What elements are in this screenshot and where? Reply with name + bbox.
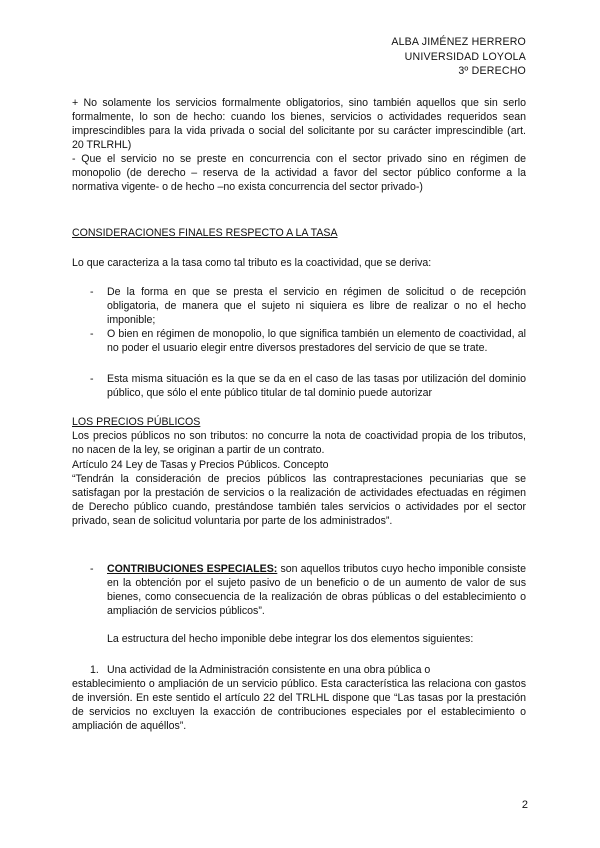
- document-header: [391, 35, 526, 79]
- numbered-item-continuation: establecimiento o ampliación de un servicio público. Esta característica las relaciona con gastos de inversión. En este sentido el artículo 22 del TRLHL dispone que “Las tasas por la prestación de servicios no excluyen la exacción de contribuciones especiales por el establecimiento o ampliación de aquéllos”.: [72, 678, 526, 732]
- tasa-heading: CONSIDERACIONES FINALES RESPECTO A LA TASA: [72, 227, 338, 239]
- university-name: UNIVERSIDAD LOYOLA: [404, 50, 526, 63]
- bullet-dash: -: [90, 286, 94, 298]
- list-item: [90, 286, 526, 328]
- intro-paragraph-1: + No solamente los servicios formalmente obligatorios, sino también aquellos que sin serlo formalmente, lo son de hecho: cuando los bienes, servicios o actividades requeridos sean imprescindibles para la vida privada o social del solicitante por su carácter imprescindible (art. 20 TRLRHL): [72, 97, 526, 151]
- list-item: [90, 373, 526, 401]
- list-item-text: Esta misma situación es la que se da en el caso de las tasas por utilización del dominio público, que sólo el ente público titular de tal dominio puede autorizar: [107, 373, 526, 399]
- course-name: 3º DERECHO: [458, 65, 526, 77]
- list-item: [90, 328, 526, 356]
- bullet-dash: -: [90, 328, 94, 340]
- precios-paragraph: Los precios públicos no son tributos: no concurre la nota de coactividad propia de los tributos, no nacen de la ley, se originan a partir de un contrato.: [72, 430, 526, 456]
- list-item-text: De la forma en que se presta el servicio en régimen de solicitud o de recepción obligatoria, de manera que el sujeto ni siquiera es libre de realizar o no el hecho imponible;: [107, 286, 526, 326]
- numbered-item-first-line: Una actividad de la Administración consistente en una obra pública o: [107, 664, 431, 676]
- numbered-item-marker: 1.: [90, 664, 99, 676]
- article-title: Artículo 24 Ley de Tasas y Precios Públicos. Concepto: [72, 459, 329, 471]
- structure-sentence: La estructura del hecho imponible debe integrar los dos elementos siguientes:: [107, 633, 474, 645]
- bullet-dash: -: [90, 563, 94, 575]
- article-quote: “Tendrán la consideración de precios públicos las contraprestaciones pecuniarias que se satisfagan por la prestación de servicios o la realización de actividades efectuadas en régimen de Derecho público cuando, prestándose también tales servicios o actividades por el sector privado, sean de solicitud voluntaria por parte de los administrados”.: [72, 473, 526, 527]
- contribuciones-term: CONTRIBUCIONES ESPECIALES:: [107, 563, 278, 575]
- contribuciones-definition: son aquellos tributos cuyo hecho imponible consiste en la obtención por el sujeto pasivo de un beneficio o de un aumento de valor de sus bienes, como consecuencia de la realización de obras públicas o del establecimiento o ampliación de servicios públicos”.: [107, 563, 527, 617]
- intro-paragraph-2: - Que el servicio no se preste en concurrencia con el sector privado sino en régimen de monopolio (de derecho – reserva de la actividad a favor del sector público conforme a la normativa vigente- o de hecho –no exista concurrencia del sector privado-): [72, 153, 526, 193]
- contribuciones-text: [107, 563, 526, 619]
- list-item-text: O bien en régimen de monopolio, lo que significa también un elemento de coactividad, al no poder el usuario elegir entre diversos prestadores del servicio de que se trate.: [107, 328, 526, 354]
- tasa-lead: Lo que caracteriza a la tasa como tal tributo es la coactividad, que se deriva:: [72, 257, 432, 269]
- page-number: 2: [521, 799, 528, 811]
- author-name: ALBA JIMÉNEZ HERRERO: [391, 36, 526, 48]
- bullet-dash: -: [90, 373, 94, 385]
- contribuciones-item: [90, 563, 526, 619]
- precios-heading: LOS PRECIOS PÚBLICOS: [72, 416, 201, 428]
